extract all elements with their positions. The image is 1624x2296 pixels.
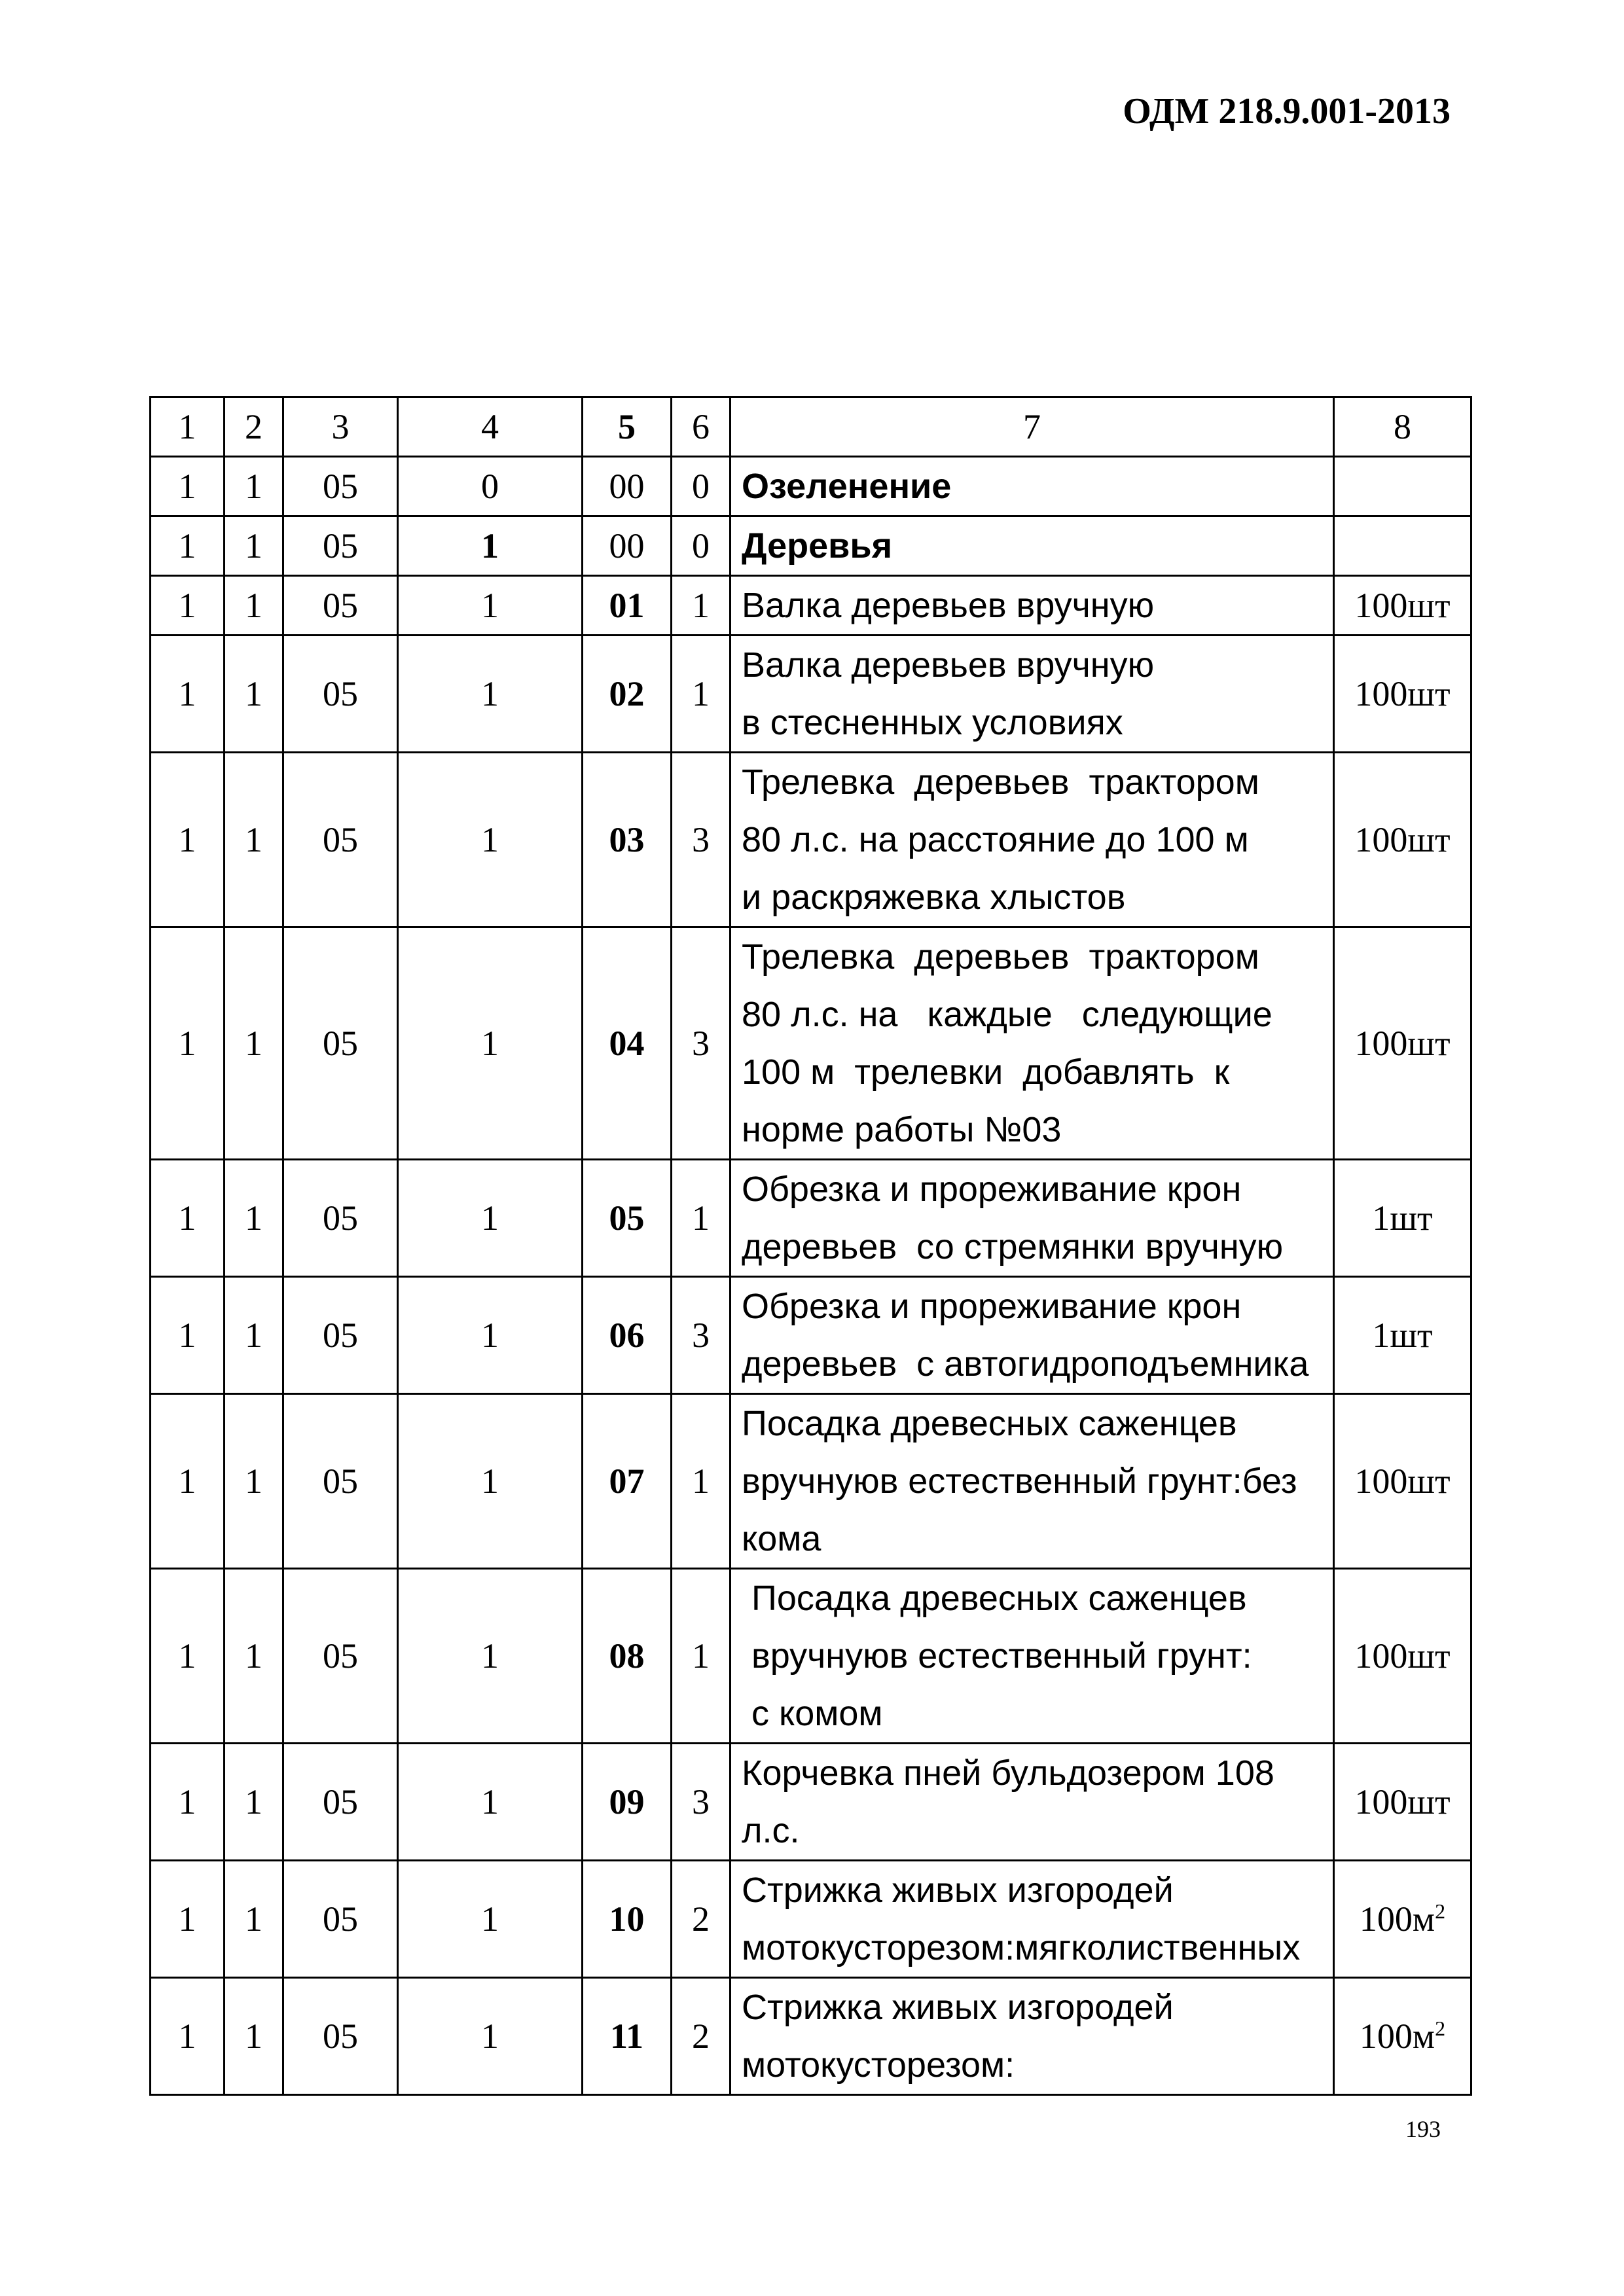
code-cell-4: 1 xyxy=(398,927,583,1160)
table-row xyxy=(151,457,1471,516)
unit-text: 100шт xyxy=(1354,1462,1451,1501)
description-line: л.с. xyxy=(742,1811,800,1850)
description-line: Деревья xyxy=(742,526,893,565)
code-cell-2: 1 xyxy=(225,576,283,636)
table-row xyxy=(151,1394,1471,1569)
table-row xyxy=(151,1861,1471,1978)
unit-cell xyxy=(1334,1160,1471,1277)
code-cell-3: 05 xyxy=(283,927,398,1160)
work-description-cell xyxy=(731,753,1334,927)
code-cell-1: 1 xyxy=(151,457,225,516)
code-cell-6: 1 xyxy=(672,576,731,636)
code-cell-3: 05 xyxy=(283,516,398,576)
code-cell-1: 1 xyxy=(151,1277,225,1394)
code-cell-6: 1 xyxy=(672,1394,731,1569)
description-line: мотокусторезом: xyxy=(742,2045,1015,2085)
description-line: Озеленение xyxy=(742,467,952,506)
code-cell-6: 1 xyxy=(672,636,731,753)
code-cell-2: 1 xyxy=(225,1744,283,1861)
description-line: Посадка древесных саженцев xyxy=(742,1404,1237,1443)
work-description-cell xyxy=(731,927,1334,1160)
unit-text: 100шт xyxy=(1354,586,1451,625)
work-description-cell xyxy=(731,1861,1334,1978)
code-cell-6: 3 xyxy=(672,1744,731,1861)
description-line: 80 л.с. на расстояние до 100 м xyxy=(742,820,1249,859)
code-cell-3: 05 xyxy=(283,1569,398,1744)
code-cell-1: 1 xyxy=(151,576,225,636)
unit-cell xyxy=(1334,1861,1471,1978)
unit-cell xyxy=(1334,1978,1471,2095)
table-row xyxy=(151,1569,1471,1744)
code-cell-2: 1 xyxy=(225,636,283,753)
code-cell-3: 05 xyxy=(283,1744,398,1861)
unit-cell xyxy=(1334,1394,1471,1569)
code-cell-4: 1 xyxy=(398,576,583,636)
code-cell-3: 05 xyxy=(283,1277,398,1394)
column-header: 7 xyxy=(731,397,1334,457)
code-cell-1: 1 xyxy=(151,927,225,1160)
work-description-cell xyxy=(731,576,1334,636)
code-cell-2: 1 xyxy=(225,1394,283,1569)
unit-text: 100шт xyxy=(1354,820,1451,859)
work-description-cell xyxy=(731,636,1334,753)
column-header: 1 xyxy=(151,397,225,457)
code-cell-4: 1 xyxy=(398,636,583,753)
description-line: 80 л.с. на каждые следующие xyxy=(742,995,1272,1034)
code-cell-3: 05 xyxy=(283,1861,398,1978)
description-line: Валка деревьев вручную xyxy=(742,645,1155,685)
unit-cell xyxy=(1334,576,1471,636)
table-row xyxy=(151,576,1471,636)
description-line: мотокусторезом:мягколиственных xyxy=(742,1928,1301,1967)
code-cell-5: 04 xyxy=(583,927,672,1160)
description-line: в стесненных условиях xyxy=(742,703,1123,742)
description-line: Стрижка живых изгородей xyxy=(742,1871,1174,1910)
code-cell-6: 3 xyxy=(672,753,731,927)
code-cell-5: 01 xyxy=(583,576,672,636)
unit-text: 1шт xyxy=(1372,1198,1433,1238)
table-body xyxy=(151,397,1471,2095)
code-cell-2: 1 xyxy=(225,457,283,516)
column-header: 3 xyxy=(283,397,398,457)
table-row xyxy=(151,1160,1471,1277)
code-cell-2: 1 xyxy=(225,1277,283,1394)
code-cell-4: 1 xyxy=(398,1160,583,1277)
code-cell-1: 1 xyxy=(151,636,225,753)
code-cell-3: 05 xyxy=(283,1160,398,1277)
description-line: и раскряжевка хлыстов xyxy=(742,878,1126,917)
work-description-cell xyxy=(731,516,1334,576)
unit-superscript: 2 xyxy=(1435,1899,1446,1923)
code-cell-6: 1 xyxy=(672,1569,731,1744)
code-cell-3: 05 xyxy=(283,636,398,753)
code-cell-5: 06 xyxy=(583,1277,672,1394)
description-line: деревьев со стремянки вручную xyxy=(742,1227,1284,1266)
code-cell-4: 1 xyxy=(398,1277,583,1394)
code-cell-1: 1 xyxy=(151,753,225,927)
description-line: 100 м трелевки добавлять к xyxy=(742,1052,1230,1092)
code-cell-5: 00 xyxy=(583,457,672,516)
code-cell-1: 1 xyxy=(151,516,225,576)
description-line: Трелевка деревьев трактором xyxy=(742,937,1259,977)
code-cell-6: 2 xyxy=(672,1978,731,2095)
code-cell-5: 02 xyxy=(583,636,672,753)
code-cell-1: 1 xyxy=(151,1978,225,2095)
unit-cell xyxy=(1334,927,1471,1160)
code-cell-5: 00 xyxy=(583,516,672,576)
code-cell-4: 0 xyxy=(398,457,583,516)
work-description-cell xyxy=(731,1978,1334,2095)
code-cell-5: 09 xyxy=(583,1744,672,1861)
description-line: Обрезка и прореживание крон xyxy=(742,1170,1242,1209)
description-line: деревьев с автогидроподъемника xyxy=(742,1344,1309,1384)
code-cell-4: 1 xyxy=(398,1861,583,1978)
unit-text: 100м xyxy=(1359,2017,1435,2056)
unit-cell xyxy=(1334,457,1471,516)
code-cell-4: 1 xyxy=(398,1569,583,1744)
work-description-cell xyxy=(731,457,1334,516)
description-line: Посадка древесных саженцев xyxy=(742,1579,1247,1618)
code-cell-3: 05 xyxy=(283,1394,398,1569)
code-cell-2: 1 xyxy=(225,516,283,576)
code-cell-2: 1 xyxy=(225,753,283,927)
code-cell-5: 05 xyxy=(583,1160,672,1277)
code-cell-3: 05 xyxy=(283,753,398,927)
unit-text: 100шт xyxy=(1354,674,1451,713)
code-cell-5: 03 xyxy=(583,753,672,927)
code-cell-6: 1 xyxy=(672,1160,731,1277)
description-line: норме работы №03 xyxy=(742,1110,1062,1149)
unit-text: 100шт xyxy=(1354,1024,1451,1063)
description-line: Стрижка живых изгородей xyxy=(742,1988,1174,2027)
unit-cell xyxy=(1334,1569,1471,1744)
unit-text: 100м xyxy=(1359,1899,1435,1939)
code-cell-2: 1 xyxy=(225,1160,283,1277)
unit-text: 1шт xyxy=(1372,1316,1433,1355)
column-header: 4 xyxy=(398,397,583,457)
table-row xyxy=(151,636,1471,753)
code-cell-2: 1 xyxy=(225,927,283,1160)
code-cell-5: 10 xyxy=(583,1861,672,1978)
unit-cell xyxy=(1334,636,1471,753)
code-cell-4: 1 xyxy=(398,1744,583,1861)
table-row xyxy=(151,1277,1471,1394)
unit-text: 100шт xyxy=(1354,1782,1451,1821)
table-row xyxy=(151,516,1471,576)
code-cell-4: 1 xyxy=(398,753,583,927)
code-cell-4: 1 xyxy=(398,1978,583,2095)
table-row xyxy=(151,1744,1471,1861)
table-header-row xyxy=(151,397,1471,457)
description-line: вручнуюв естественный грунт: xyxy=(742,1636,1252,1676)
code-cell-3: 05 xyxy=(283,457,398,516)
column-header: 5 xyxy=(583,397,672,457)
work-description-cell xyxy=(731,1394,1334,1569)
unit-cell xyxy=(1334,516,1471,576)
code-cell-3: 05 xyxy=(283,576,398,636)
description-line: кома xyxy=(742,1519,821,1558)
code-cell-6: 0 xyxy=(672,457,731,516)
unit-superscript: 2 xyxy=(1435,2017,1446,2040)
work-description-cell xyxy=(731,1277,1334,1394)
code-cell-4: 1 xyxy=(398,516,583,576)
description-line: Обрезка и прореживание крон xyxy=(742,1287,1242,1326)
code-cell-2: 1 xyxy=(225,1569,283,1744)
code-cell-1: 1 xyxy=(151,1569,225,1744)
code-cell-1: 1 xyxy=(151,1861,225,1978)
code-cell-5: 11 xyxy=(583,1978,672,2095)
code-cell-1: 1 xyxy=(151,1394,225,1569)
column-header: 6 xyxy=(672,397,731,457)
code-cell-4: 1 xyxy=(398,1394,583,1569)
unit-cell xyxy=(1334,1277,1471,1394)
work-description-cell xyxy=(731,1569,1334,1744)
code-cell-1: 1 xyxy=(151,1160,225,1277)
description-line: Корчевка пней бульдозером 108 xyxy=(742,1753,1274,1793)
unit-cell xyxy=(1334,753,1471,927)
code-cell-3: 05 xyxy=(283,1978,398,2095)
work-description-cell xyxy=(731,1160,1334,1277)
code-cell-1: 1 xyxy=(151,1744,225,1861)
unit-text: 100шт xyxy=(1354,1636,1451,1676)
description-line: Трелевка деревьев трактором xyxy=(742,762,1259,802)
page-number: 193 xyxy=(1405,2116,1441,2142)
unit-cell xyxy=(1334,1744,1471,1861)
description-line: вручнуюв естественный грунт:без xyxy=(742,1462,1297,1501)
document-code: ОДМ 218.9.001-2013 xyxy=(1123,91,1451,132)
description-line: с комом xyxy=(742,1694,883,1733)
code-cell-6: 3 xyxy=(672,1277,731,1394)
code-cell-2: 1 xyxy=(225,1861,283,1978)
code-cell-6: 2 xyxy=(672,1861,731,1978)
code-cell-5: 07 xyxy=(583,1394,672,1569)
table-row xyxy=(151,927,1471,1160)
table-row xyxy=(151,753,1471,927)
code-cell-6: 3 xyxy=(672,927,731,1160)
code-cell-6: 0 xyxy=(672,516,731,576)
column-header: 8 xyxy=(1334,397,1471,457)
column-header: 2 xyxy=(225,397,283,457)
table-row xyxy=(151,1978,1471,2095)
description-line: Валка деревьев вручную xyxy=(742,586,1155,625)
code-cell-2: 1 xyxy=(225,1978,283,2095)
work-description-cell xyxy=(731,1744,1334,1861)
work-classifier-table xyxy=(149,396,1472,2096)
code-cell-5: 08 xyxy=(583,1569,672,1744)
